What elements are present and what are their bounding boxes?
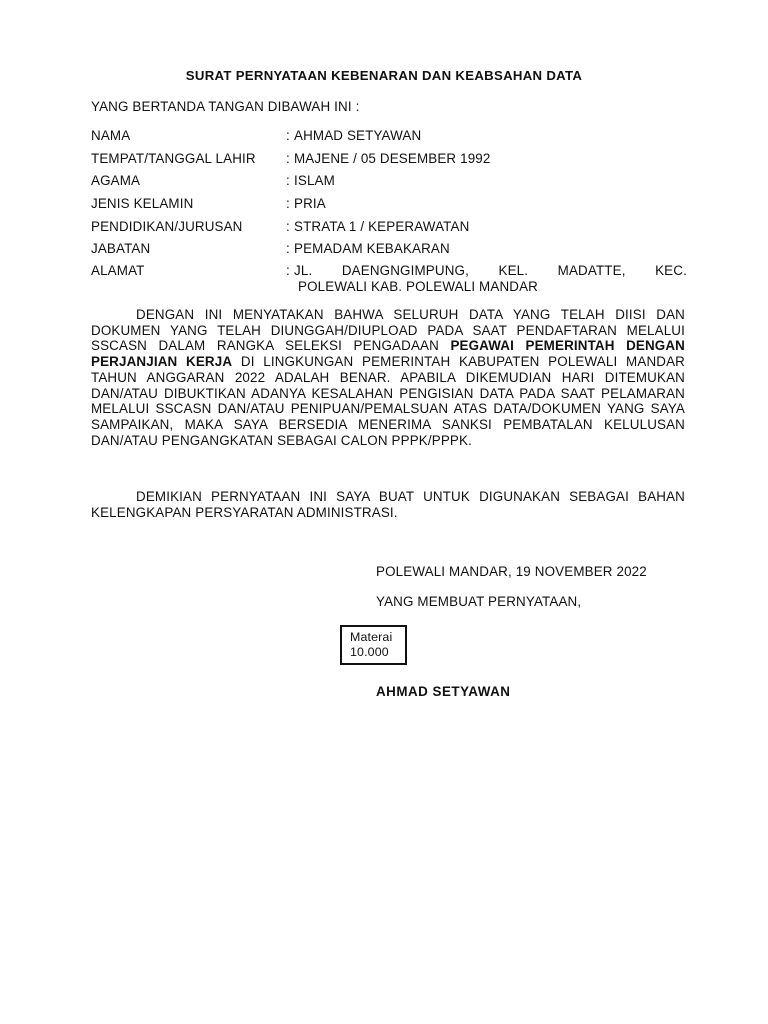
field-colon: : [286,173,290,189]
statement-paragraph [91,307,685,448]
address-word: DAENGNGIMPUNG, [341,263,469,279]
intro-text: YANG BERTANDA TANGAN DIBAWAH INI : [91,99,360,114]
field-row-religion [91,172,687,195]
field-colon: : [286,241,290,257]
statement-bold-phrase: PEGAWAI PEMERINTAH DENGAN PERJANJIAN KERJA [91,338,685,370]
place-date: POLEWALI MANDAR, 19 NOVEMBER 2022 [376,564,647,579]
field-row-position [91,240,687,263]
field-value: AHMAD SETYAWAN [294,128,422,143]
field-colon: : [286,128,290,143]
field-row-name [91,127,687,150]
field-value: STRATA 1 / KEPERAWATAN [294,218,470,234]
field-colon: : [286,218,290,234]
field-row-birth [91,150,687,173]
field-row-address [91,263,687,295]
document-title: SURAT PERNYATAAN KEBENARAN DAN KEABSAHAN DATA [185,68,583,83]
stamp-duty-box [340,625,407,665]
address-word: JL. [294,263,313,279]
stamp-value: 10.000 [350,645,389,659]
stamp-label: Materai [350,630,393,644]
field-label: JABATAN [91,241,151,257]
field-label: PENDIDIKAN/JURUSAN [91,218,243,234]
field-label: ALAMAT [91,263,145,279]
field-label: AGAMA [91,173,141,189]
field-value: PEMADAM KEBAKARAN [294,241,450,257]
address-line-1 [294,263,687,279]
statement-lead: DENGAN INI MENYATAKAN BAHWA SELURUH DATA YANG TELAH DIISI DAN DOKUMEN YANG TELAH DIUNGGAH/DIUPLOAD PADA SAAT PENDAFTARAN MELALUI SSCASN DALAM RANGKA SELEKSI PENGADAAN [91,307,685,354]
statement-rest: DI LINGKUNGAN PEMERINTAH KABUPATEN POLEWALI MANDAR TAHUN ANGGARAN 2022 ADALAH BENAR. APABILA DIKEMUDIAN HARI DITEMUKAN DAN/ATAU DIBUKTIKAN ADANYA KESALAHAN PENGISIAN DATA PADA SAAT PELAMARAN MELALUI SSCASN DAN/ATAU PENIPUAN/PEMALSUAN ATAS DATA/DOKUMEN YANG SAYA SAMPAIKAN, MAKA SAYA BERSEDIA MENERIMA SANKSI PEMBATALAN KELULUSAN DAN/ATAU PENGANGKATAN SEBAGAI CALON PPPK/PPPK. [91,354,685,448]
signer-name: AHMAD SETYAWAN [376,684,511,699]
field-value: PRIA [294,196,326,212]
closing-paragraph [91,489,685,520]
address-value [294,263,687,295]
field-colon: : [286,150,290,166]
field-label: TEMPAT/TANGGAL LAHIR [91,150,256,166]
address-word: KEC. [655,263,687,279]
address-line-2: POLEWALI KAB. POLEWALI MANDAR [298,279,538,295]
field-value: MAJENE / 05 DESEMBER 1992 [294,150,491,166]
field-label: NAMA [91,128,131,143]
field-colon: : [286,263,290,279]
field-row-gender [91,195,687,218]
address-word: KEL. [498,263,529,279]
field-row-education [91,218,687,241]
maker-label: YANG MEMBUAT PERNYATAAN, [376,594,582,609]
closing-text: DEMIKIAN PERNYATAAN INI SAYA BUAT UNTUK DIGUNAKAN SEBAGAI BAHAN KELENGKAPAN PERSYARATAN ADMINISTRASI. [91,489,685,520]
field-value: ISLAM [294,173,335,189]
field-colon: : [286,196,290,212]
identity-fields [91,127,687,295]
address-word: MADATTE, [557,263,626,279]
field-label: JENIS KELAMIN [91,196,194,212]
